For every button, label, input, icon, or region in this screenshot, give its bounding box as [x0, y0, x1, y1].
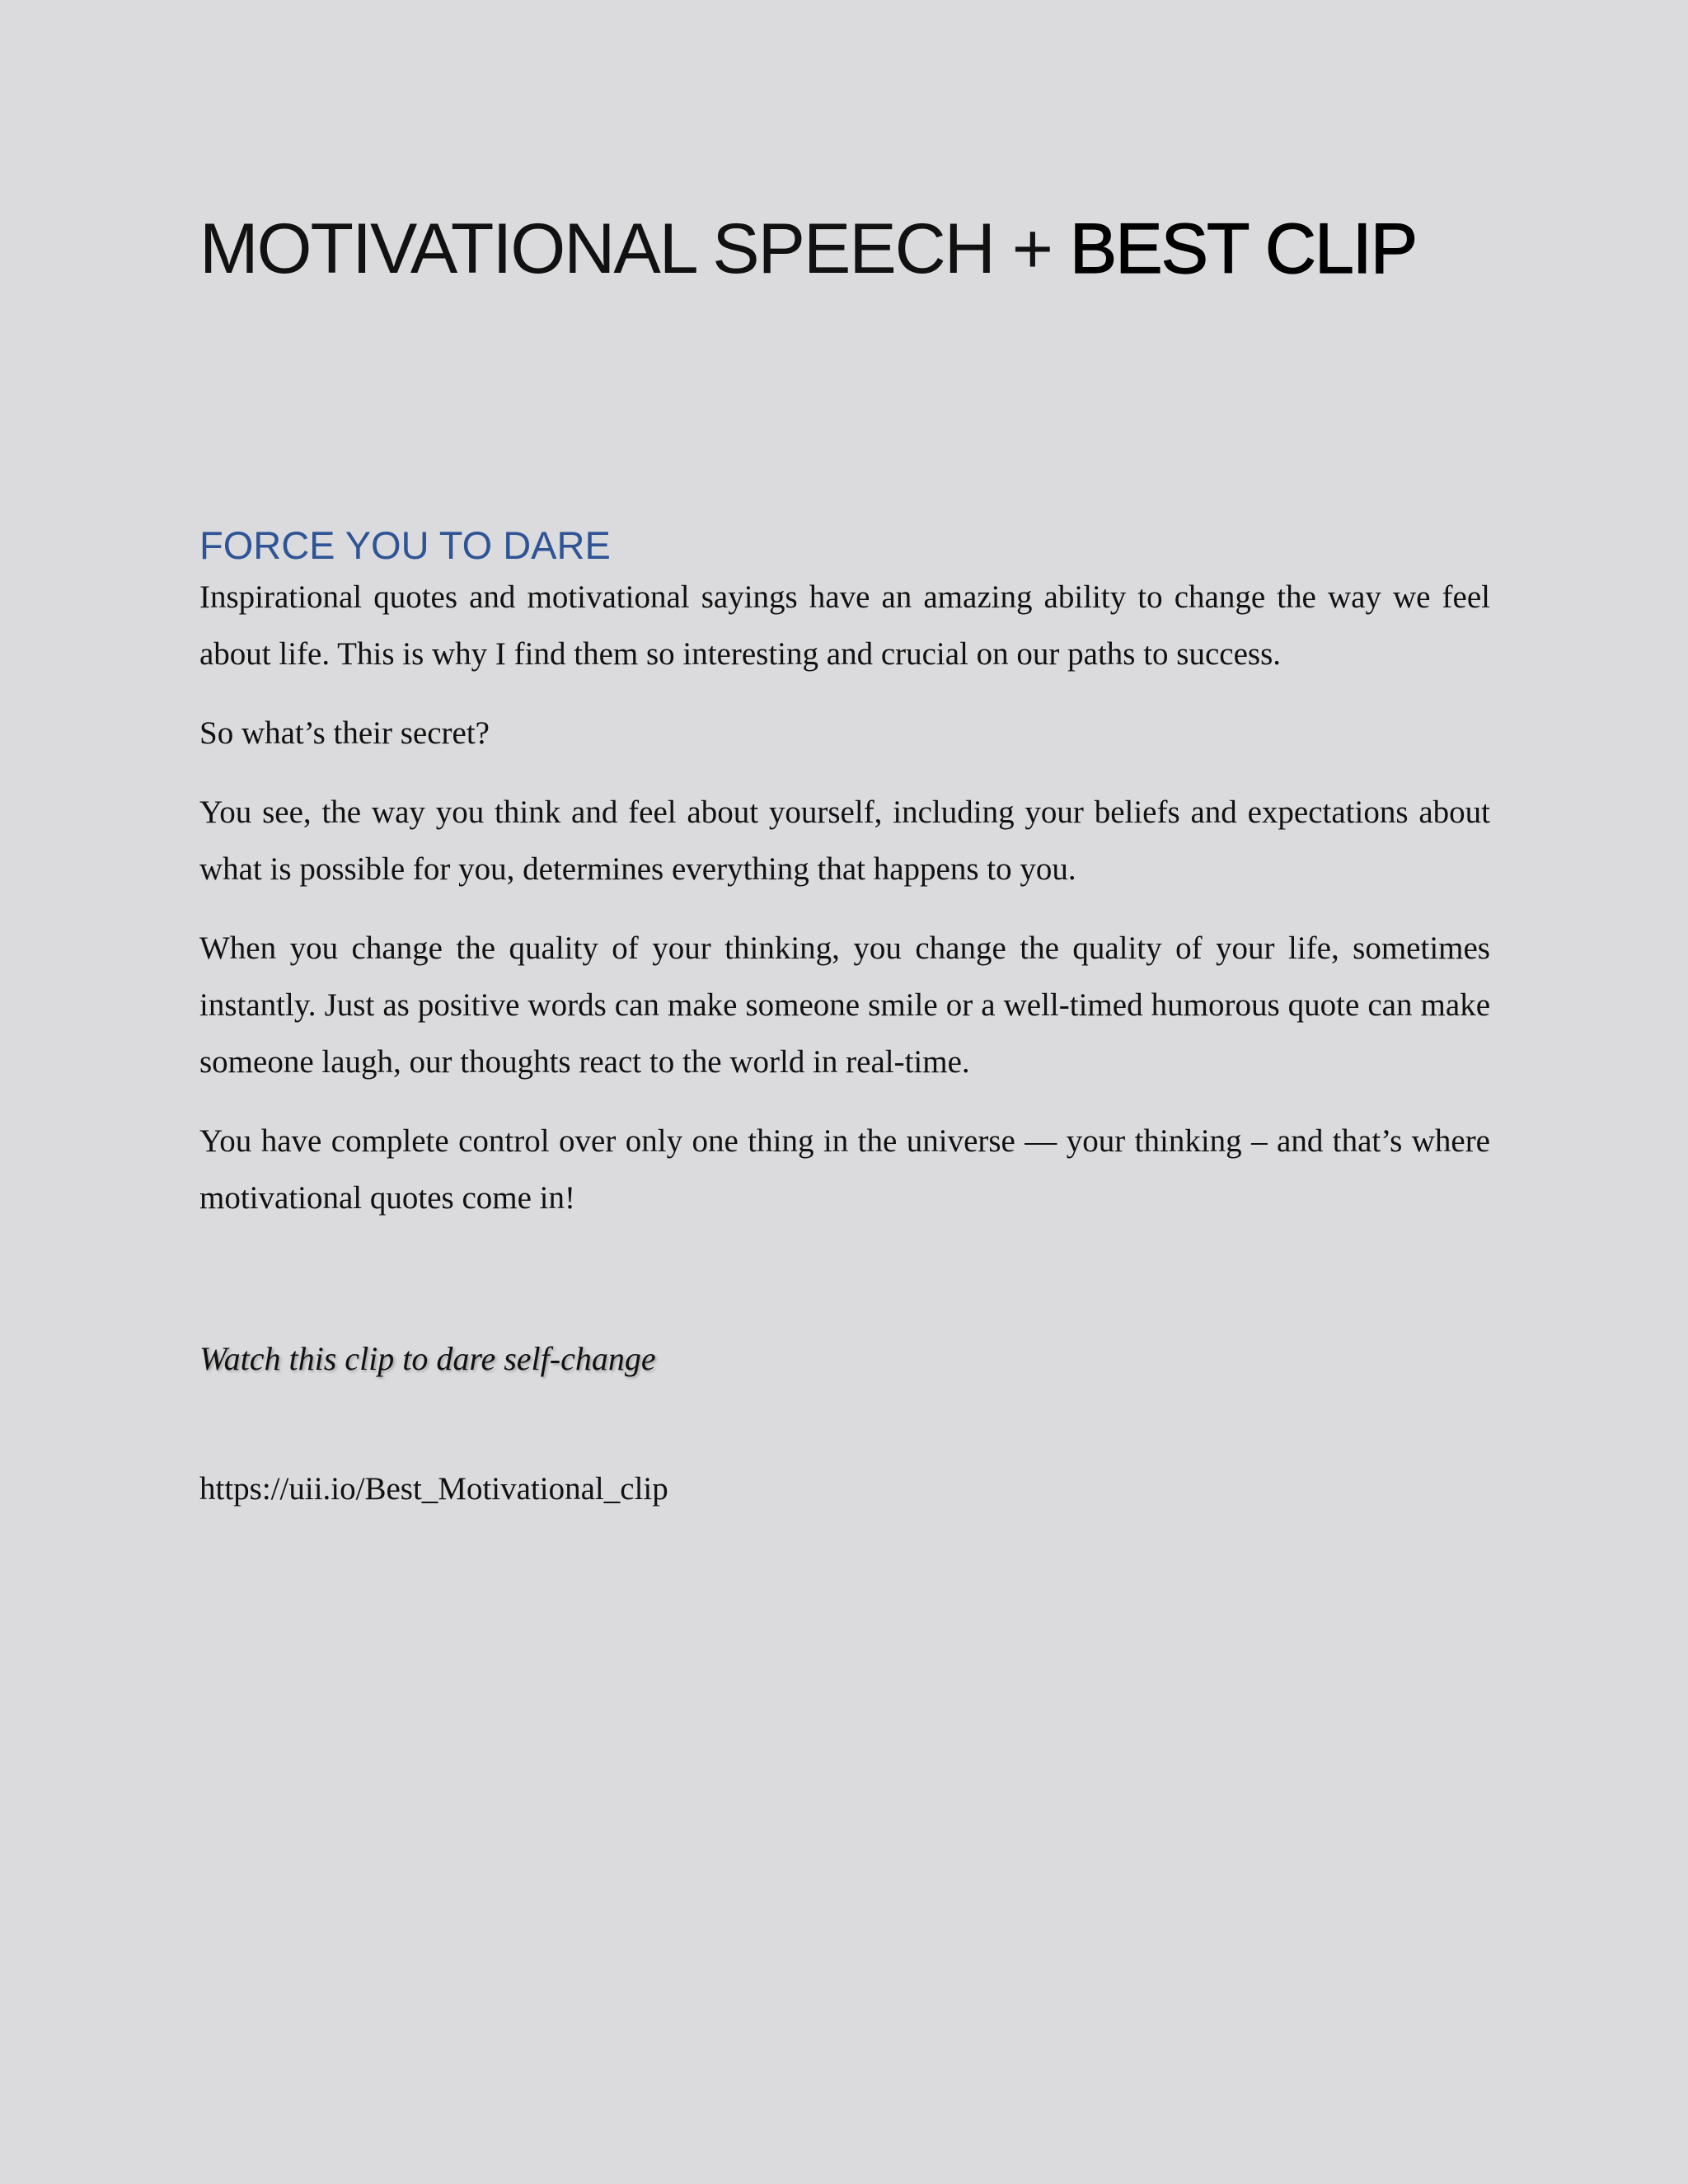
title-light-part: MOTIVATIONAL SPEECH +: [199, 209, 1070, 288]
paragraph-5: You have complete control over only one thing in the universe — your thinking – and that’s where motivational quotes come in!: [199, 1123, 1490, 1216]
document-title: [199, 204, 1416, 294]
paragraph-3: You see, the way you think and feel about yourself, including your beliefs and expectations about what is possible for you, determines everything that happens to you.: [199, 794, 1490, 887]
paragraph-2: So what’s their secret?: [199, 715, 490, 751]
watch-clip-caption: Watch this clip to dare self-change: [199, 1340, 656, 1377]
content-section: [199, 519, 1490, 1249]
title-bold-part: BEST CLIP: [1069, 209, 1417, 288]
paragraph-4: When you change the quality of your thinking, you change the quality of your life, sometimes instantly. Just as positive words can make someone smile or a well-timed humorous quote can make someone laugh, our thoughts react to the world in real-time.: [199, 930, 1490, 1080]
clip-link[interactable]: https://uii.io/Best_Motivational_clip: [199, 1471, 668, 1507]
paragraph-1: Inspirational quotes and motivational sayings have an amazing ability to change the way we feel about life. This is why I find them so interesting and crucial on our paths to success.: [199, 579, 1490, 672]
section-heading: FORCE YOU TO DARE: [199, 523, 611, 567]
